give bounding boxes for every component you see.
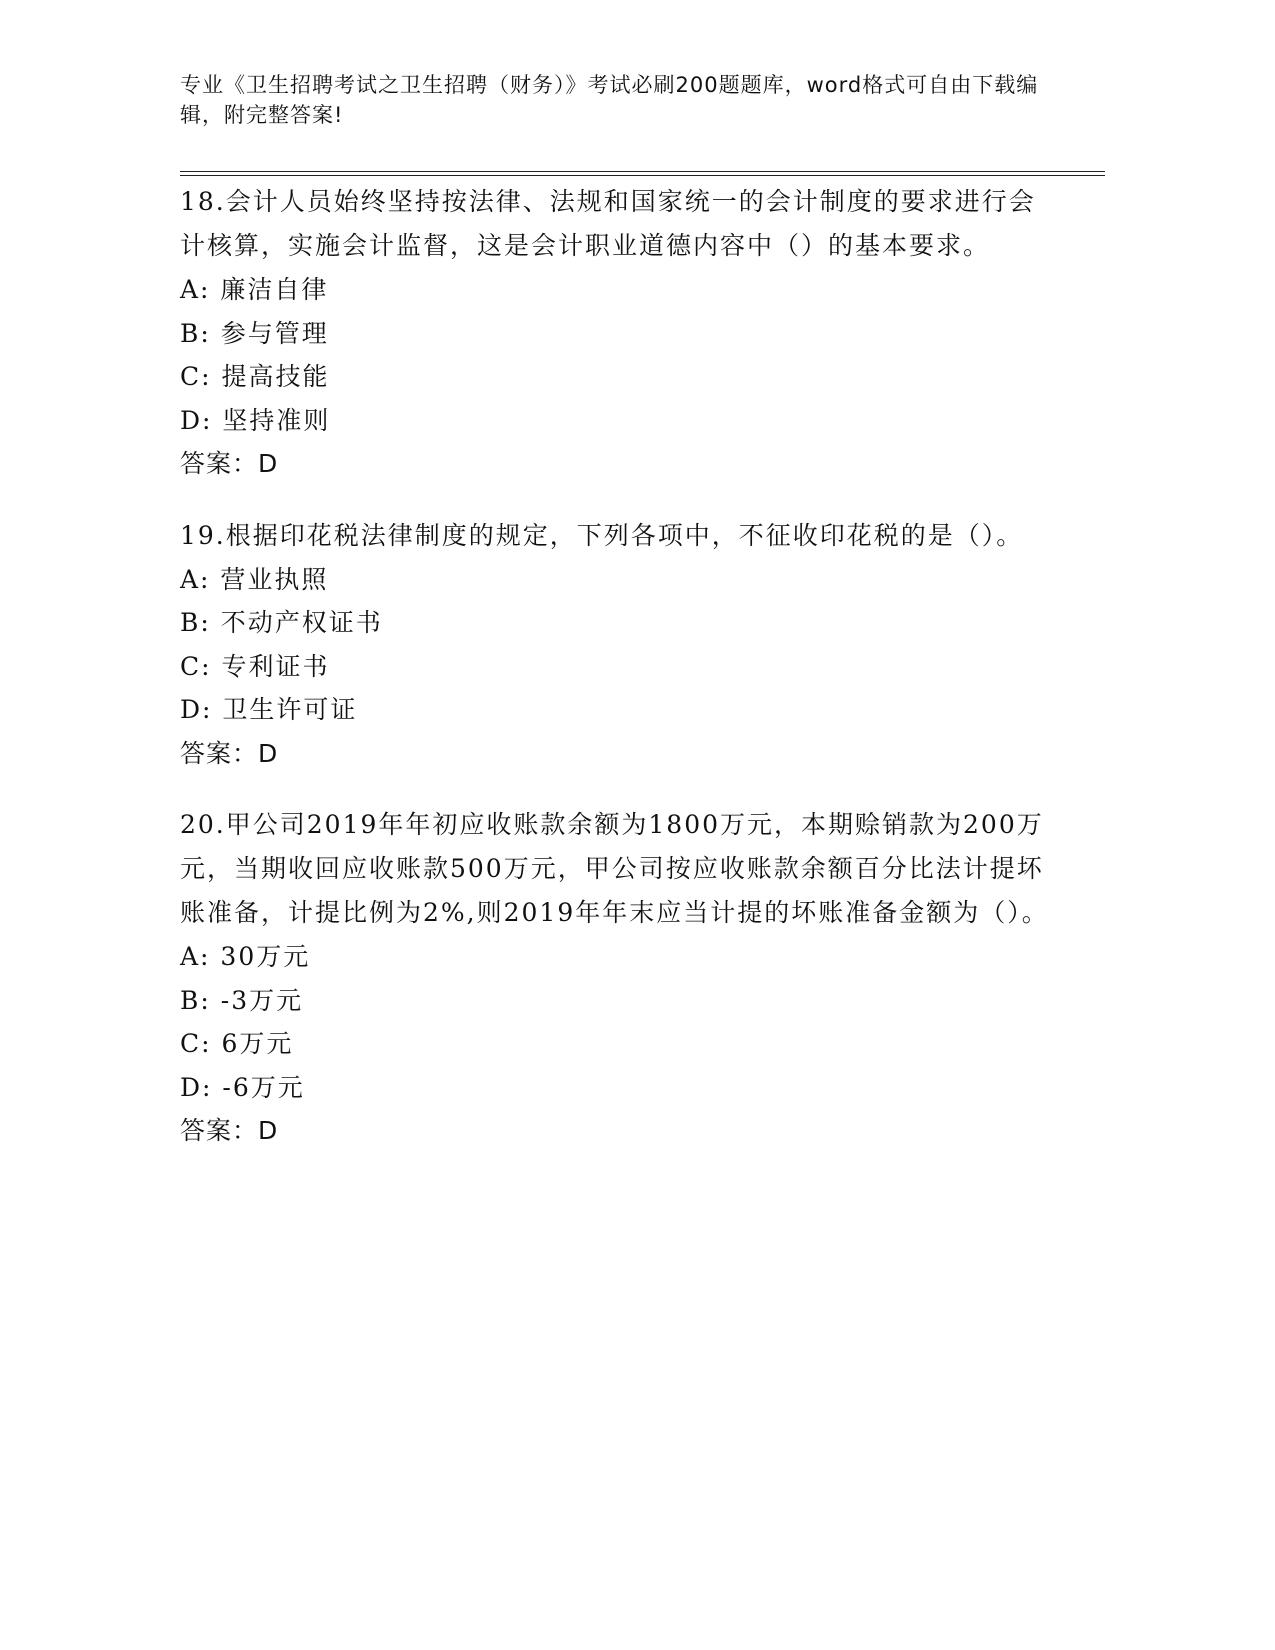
option-list (180, 268, 1050, 442)
answer: 答案：D (180, 738, 279, 768)
header-divider-top (180, 171, 1105, 172)
answer: 答案：D (180, 449, 279, 478)
document-header: 专业《卫生招聘考试之卫生招聘（财务）》考试必刷200题题库，word格式可自由下载编辑，附完整答案! (180, 73, 1039, 127)
question-20 (180, 803, 1050, 1153)
question-19 (180, 514, 1050, 776)
question-text: 19.根据印花税法律制度的规定，下列各项中，不征收印花税的是（）。 (180, 520, 1024, 550)
question-text: 18.会计人员始终坚持按法律、法规和国家统一的会计制度的要求进行会计核算，实施会计监督，这是会计职业道德内容中（）的基本要求。 (180, 187, 1036, 260)
option-b: B: -3万元 (180, 985, 304, 1015)
option-d: D: 卫生许可证 (180, 695, 358, 724)
option-c: C: 提高技能 (180, 362, 330, 391)
option-a: A: 30万元 (180, 942, 311, 971)
header-divider-bottom (180, 175, 1105, 176)
option-b: B: 参与管理 (180, 318, 329, 348)
question-list (180, 180, 1050, 1181)
option-c: C: 专利证书 (180, 651, 330, 681)
answer: 答案：D (180, 1116, 279, 1145)
option-a: A: 营业执照 (180, 564, 329, 594)
option-a: A: 廉洁自律 (180, 275, 329, 304)
option-b: B: 不动产权证书 (180, 608, 383, 637)
option-d: D: -6万元 (180, 1072, 305, 1102)
option-d: D: 坚持准则 (180, 405, 331, 435)
question-text: 20.甲公司2019年年初应收账款余额为1800万元，本期赊销款为200万元，当期收回应收账款500万元，甲公司按应收账款余额百分比法计提坏账准备，计提比例为2%,则2019年年末应当计提的坏账准备金额为（）。 (180, 810, 1049, 927)
option-c: C: 6万元 (180, 1029, 294, 1058)
option-list (180, 935, 1050, 1109)
option-list (180, 558, 1050, 732)
question-18 (180, 180, 1050, 486)
